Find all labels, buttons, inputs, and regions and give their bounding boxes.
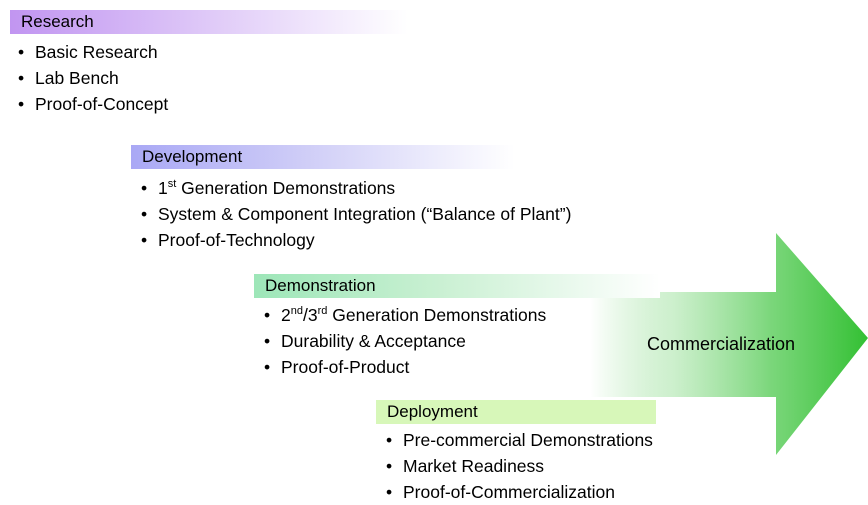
demonstration-header: Demonstration: [254, 274, 660, 298]
list-item: • 2nd/3rd Generation Demonstrations: [261, 302, 546, 328]
list-item: • System & Component Integration (“Balance of Plant”): [138, 201, 571, 227]
list-item: • Lab Bench: [15, 65, 168, 91]
list-item: • Durability & Acceptance: [261, 328, 546, 354]
list-item: • Pre-commercial Demonstrations: [383, 427, 653, 453]
commercialization-label: Commercialization: [647, 334, 796, 354]
list-item: • Market Readiness: [383, 453, 653, 479]
list-item: • 1st Generation Demonstrations: [138, 175, 571, 201]
list-item: • Proof-of-Commercialization: [383, 479, 653, 505]
deployment-list: [383, 427, 653, 505]
research-header: Research: [10, 10, 408, 34]
deployment-header: Deployment: [376, 400, 656, 424]
development-list: [138, 175, 571, 253]
demonstration-list: [261, 302, 546, 380]
list-item: • Proof-of-Technology: [138, 227, 571, 253]
list-item: • Proof-of-Concept: [15, 91, 168, 117]
research-list: [15, 39, 168, 117]
list-item: • Proof-of-Product: [261, 354, 546, 380]
list-item: • Basic Research: [15, 39, 168, 65]
development-header: Development: [131, 145, 515, 169]
